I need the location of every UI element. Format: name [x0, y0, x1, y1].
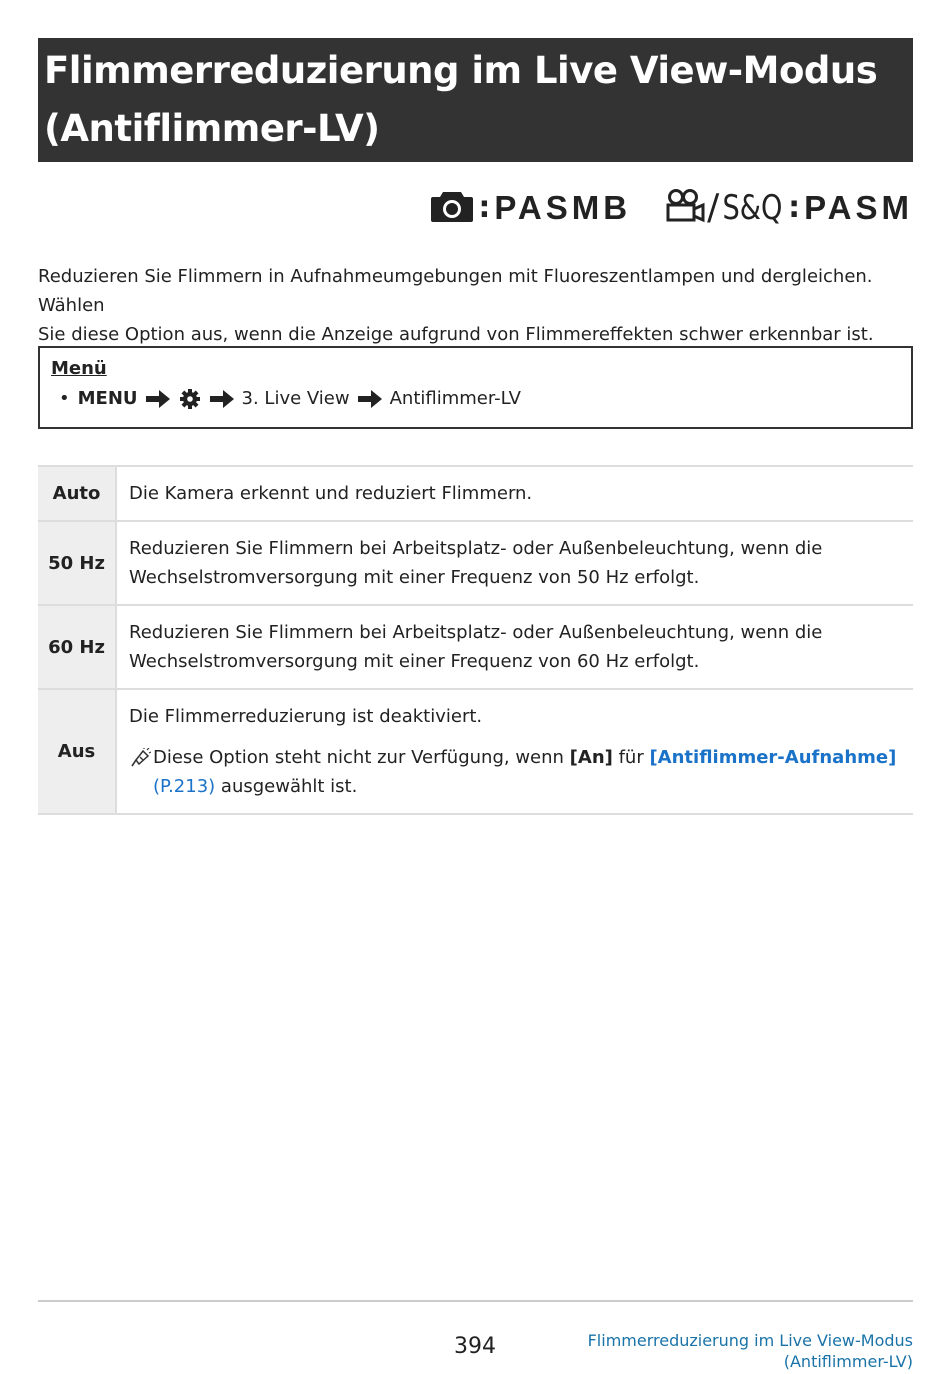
mode-colon: : [788, 190, 801, 225]
footer-section-link[interactable] [588, 1330, 913, 1372]
table-row [38, 466, 913, 521]
menu-step-antiflimmer: Antiflimmer-LV [389, 388, 521, 409]
option-key: 60 Hz [38, 605, 116, 689]
intro-line1: Reduzieren Sie Flimmern in Aufnahmeumgebungen mit Fluoreszentlampen und dergleichen. Wählen [38, 266, 873, 316]
option-desc-line: Die Kamera erkennt und reduziert Flimmern. [129, 483, 533, 504]
arrow-right-icon [146, 390, 170, 408]
option-key: 50 Hz [38, 521, 116, 605]
option-desc-line: Wechselstromversorgung mit einer Frequenz von 60 Hz erfolgt. [129, 651, 700, 672]
arrow-right-icon [210, 390, 234, 408]
menu-path-box [38, 346, 913, 429]
option-desc-line: Reduzieren Sie Flimmern bei Arbeitsplatz- oder Außenbeleuchtung, wenn die [129, 538, 823, 559]
option-desc-line: Reduzieren Sie Flimmern bei Arbeitsplatz- oder Außenbeleuchtung, wenn die [129, 622, 823, 643]
table-row [38, 521, 913, 605]
footer-divider [38, 1300, 913, 1302]
tip-text [153, 743, 896, 801]
arrow-right-icon [358, 390, 382, 408]
menu-key: MENU [77, 388, 138, 409]
option-description [116, 466, 913, 521]
shooting-modes [430, 186, 913, 230]
mode-slash: / [707, 187, 720, 228]
sq-label: S&Q [722, 188, 783, 228]
tip-icon [129, 743, 153, 801]
option-description [116, 521, 913, 605]
tip-text-after: ausgewählt ist. [215, 776, 358, 797]
option-key: Auto [38, 466, 116, 521]
page-title [38, 38, 913, 162]
camera-icon [430, 189, 474, 228]
intro-text [38, 262, 918, 349]
option-desc-line: Wechselstromversorgung mit einer Frequenz von 50 Hz erfolgt. [129, 567, 700, 588]
footer-title-line1: Flimmerreduzierung im Live View-Modus [587, 1331, 913, 1350]
option-key: Aus [38, 689, 116, 814]
tip-note [129, 743, 901, 801]
intro-line2: Sie diese Option aus, wenn die Anzeige aufgrund von Flimmereffekten schwer erkennbar ist. [38, 324, 874, 345]
mode-colon: : [478, 190, 491, 225]
gear-icon [180, 389, 200, 409]
table-row [38, 689, 913, 814]
menu-path [51, 387, 900, 411]
menu-label: Menü [51, 358, 107, 379]
footer-title-line2: (Antiflimmer-LV) [783, 1352, 913, 1371]
page-title-line2: (Antiflimmer-LV) [44, 107, 380, 150]
movie-camera-icon [665, 188, 705, 229]
photo-modes [430, 188, 631, 228]
bullet: • [59, 388, 70, 409]
table-row [38, 605, 913, 689]
options-table [38, 465, 913, 815]
page-number: 394 [454, 1334, 496, 1359]
antiflimmer-aufnahme-link[interactable]: [Antiflimmer-Aufnahme] [649, 747, 897, 768]
photo-mode-letters: PASMB [494, 189, 632, 226]
page-title-line1: Flimmerreduzierung im Live View-Modus [44, 49, 878, 92]
option-description [116, 605, 913, 689]
movie-mode-letters: PASM [804, 189, 913, 226]
movie-modes [665, 188, 913, 229]
tip-bold-value: [An] [569, 747, 613, 768]
tip-text-mid: für [612, 747, 650, 768]
page-ref-link[interactable]: (P.213) [153, 776, 216, 797]
option-desc-line: Die Flimmerreduzierung ist deaktiviert. [129, 706, 483, 727]
menu-step-live-view: 3. Live View [241, 388, 350, 409]
tip-text-before: Diese Option steht nicht zur Verfügung, wenn [153, 747, 570, 768]
option-description [116, 689, 913, 814]
